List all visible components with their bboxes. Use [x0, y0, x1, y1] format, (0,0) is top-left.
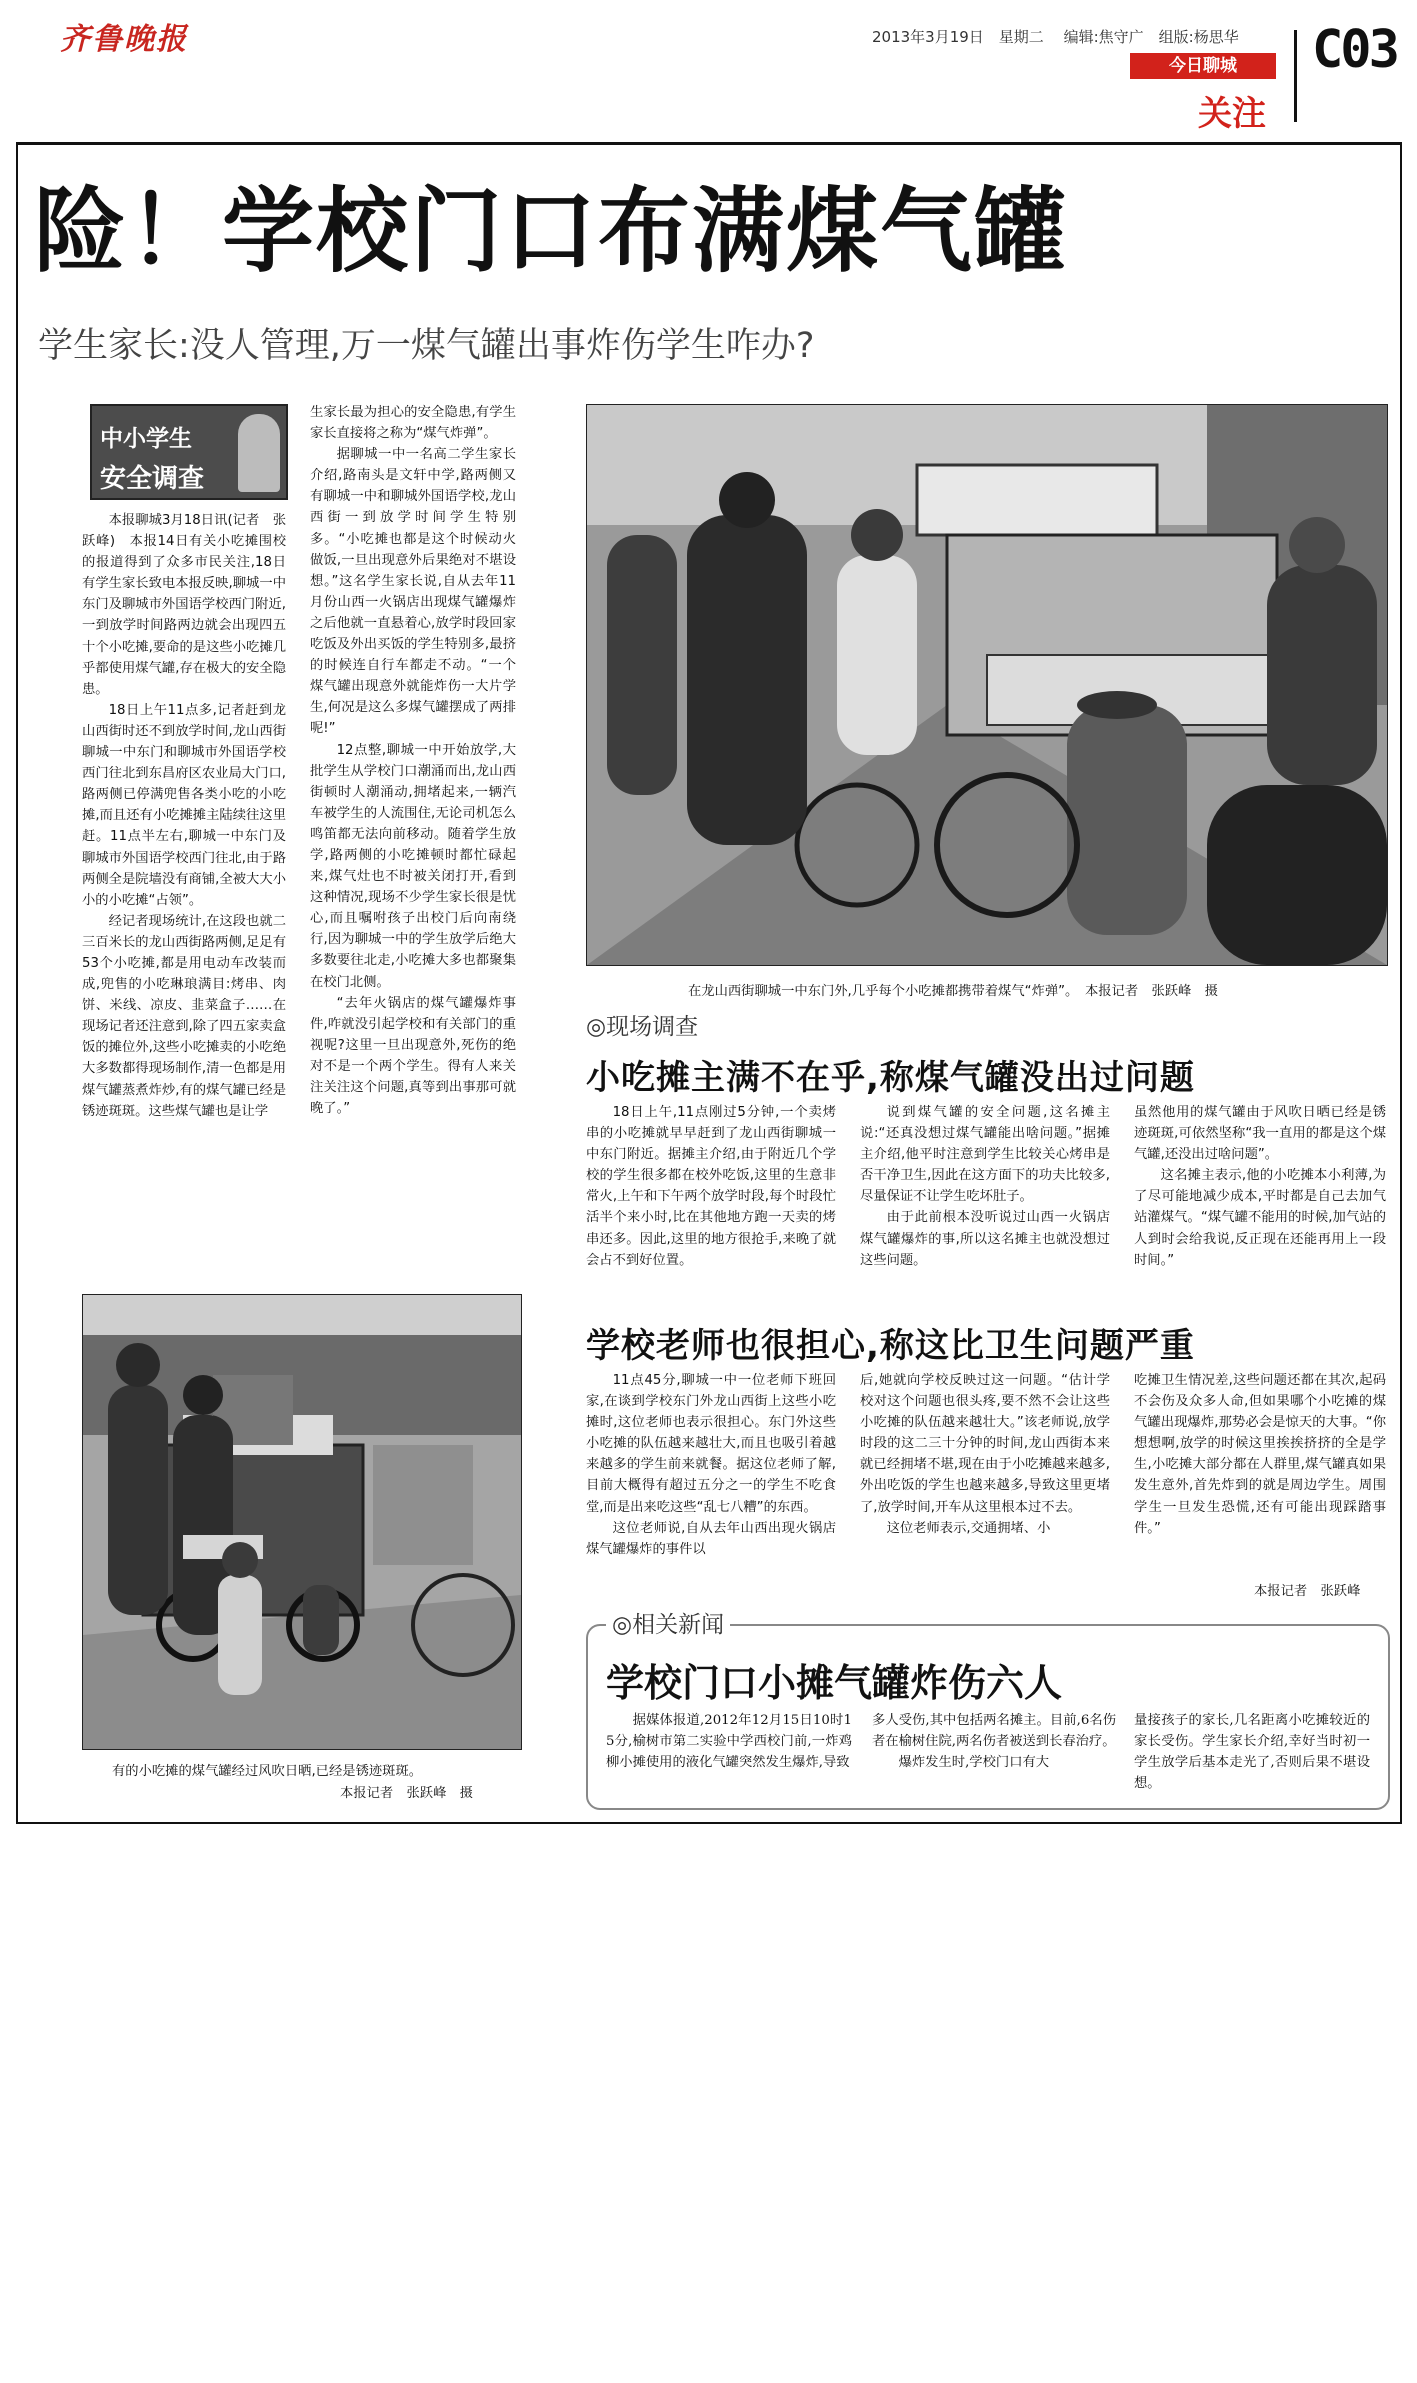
- masthead-logo: 齐鲁晚报: [60, 22, 188, 57]
- body-column-1: [82, 510, 286, 1122]
- related-column-2: [872, 1710, 1116, 1773]
- related-marker: ◎相关新闻: [606, 1606, 730, 1639]
- related-title: 学校门口小摊气罐炸伤六人: [606, 1661, 1063, 1705]
- paragraph: “去年火锅店的煤气罐爆炸事件,咋就没引起学校和有关部门的重视呢?这里一旦出现意外,死伤的绝对不是一个两个学生。得有人来关注关注这个问题,真等到出事那可就晚了。”: [310, 995, 516, 1117]
- paragraph: 18日上午,11点刚过5分钟,一个卖烤串的小吃摊就早早赶到了龙山西街聊城一中东门附近。据摊主介绍,由于附近几个学校的学生很多都在校外吃饭,这里的生意非常火,上午和下午两个放学时段,每个时段忙活半个来小时,比在其他地方跑一天卖的烤串还多。因此,这里的地方很抢手,来晚了就会占不到好位置。: [586, 1105, 836, 1268]
- article-subheadline: 学生家长:没人管理,万一煤气罐出事炸伤学生咋办?: [38, 326, 815, 366]
- paragraph: 12点整,聊城一中开始放学,大批学生从学校门口潮涌而出,龙山西街顿时人潮涌动,拥堵起来,一辆汽车被学生的人流围住,无论司机怎么鸣笛都无法向前移动。随着学生放学,路两侧的小吃摊顿时都忙碌起来,煤气灶也不时被关闭打开,看到这种情况,现场不少学生家长很是忧心,而且嘱咐孩子出校门后向南绕行,因为聊城一中的学生放学后绝大多数要往北走,小吃摊大多也都聚集在校门北侧。: [310, 742, 516, 990]
- editor-credit: 编辑:焦守广 组版:杨思华: [1063, 28, 1239, 46]
- section2-column-1: [586, 1370, 836, 1560]
- subsection-label: 关注: [1198, 94, 1266, 134]
- paragraph: 生家长最为担心的安全隐患,有学生家长直接将之称为“煤气炸弹”。: [310, 405, 516, 442]
- paragraph: 虽然他用的煤气罐由于风吹日晒已经是锈迹斑斑,可依然坚称“我一直用的都是这个煤气罐,还没出过啥问题”。: [1134, 1105, 1386, 1163]
- paragraph: 由于此前根本没听说过山西一火锅店煤气罐爆炸的事,所以这名摊主也就没想过这些问题。: [860, 1210, 1110, 1268]
- section1-column-1: [586, 1102, 836, 1271]
- paragraph: 量接孩子的家长,几名距离小吃摊较近的家长受伤。学生家长介绍,幸好当时初一学生放学后基本走光了,否则后果不堪设想。: [1134, 1713, 1370, 1792]
- paragraph: 11点45分,聊城一中一位老师下班回家,在谈到学校东门外龙山西街上这些小吃摊时,这位老师也表示很担心。东门外这些小吃摊的队伍越来越壮大,而且也吸引着越来越多的学生前来就餐。据这位老师了解,目前大概得有超过五分之一的学生不吃食堂,而是出来吃这些“乱七八糟”的东西。: [586, 1373, 836, 1515]
- photo2-caption: 有的小吃摊的煤气罐经过风吹日晒,已经是锈迹斑斑。: [112, 1764, 423, 1779]
- related-column-3: [1134, 1710, 1370, 1794]
- paragraph: 18日上午11点多,记者赶到龙山西街时还不到放学时间,龙山西街聊城一中东门和聊城市外国语学校西门往北到东昌府区农业局大门口,路两侧已停满兜售各类小吃的小吃摊,而且还有小吃摊摊主陆续往这里赶。11点半左右,聊城一中东门及聊城市外国语学校西门往北,由于路两侧全是院墙没有商铺,全被大大小小的小吃摊“占领”。: [82, 702, 286, 908]
- paragraph: 这位老师说,自从去年山西出现火锅店煤气罐爆炸的事件以: [586, 1520, 836, 1557]
- paragraph: 多人受伤,其中包括两名摊主。目前,6名伤者在榆树住院,两名伤者被送到长春治疗。: [872, 1713, 1116, 1750]
- article-headline: 险！学校门口布满煤气罐: [34, 178, 1069, 285]
- body-column-2: [310, 402, 516, 1119]
- section-label: 今日聊城: [1130, 53, 1276, 79]
- header-divider: [1294, 30, 1297, 122]
- section1-marker: ◎现场调查: [586, 1014, 699, 1040]
- paragraph: 据媒体报道,2012年12月15日10时15分,榆树市第二实验中学西校门前,一炸鸡柳小摊使用的液化气罐突然发生爆炸,导致: [606, 1713, 852, 1771]
- paragraph: 据聊城一中一名高二学生家长介绍,路南头是文轩中学,路两侧又有聊城一中和聊城外国语学校,龙山西街一到放学时间学生特别多。“小吃摊也都是这个时候动火做饭,一旦出现意外后果绝对不堪设想。”这名学生家长说,自从去年11月份山西一火锅店出现煤气罐爆炸之后他就一直悬着心,放学时段回家吃饭及外出买饭的学生特别多,最挤的时候连自行车都走不动。“一个煤气罐出现意外就能炸伤一大片学生,何况是这么多煤气罐摆成了两排呢!”: [310, 447, 516, 737]
- section2-byline: 本报记者 张跃峰: [1254, 1584, 1361, 1599]
- paragraph: 这名摊主表示,他的小吃摊本小利薄,为了尽可能地减少成本,平时都是自己去加气站灌煤气。“煤气罐不能用的时候,加气站的人到时会给我说,反正现在还能再用上一段时间。”: [1134, 1168, 1386, 1268]
- photo2-credit: 本报记者 张跃峰 摄: [340, 1786, 473, 1801]
- paragraph: 这位老师表示,交通拥堵、小: [886, 1520, 1051, 1536]
- badge-line2: 安全调查: [100, 464, 205, 494]
- photo1-caption: 在龙山西街聊城一中东门外,几乎每个小吃摊都携带着煤气“炸弹”。 本报记者 张跃峰 摄: [688, 984, 1218, 999]
- section1-title: 小吃摊主满不在乎,称煤气罐没出过问题: [586, 1058, 1195, 1098]
- badge-line1: 中小学生: [100, 426, 192, 452]
- paragraph: 吃摊卫生情况差,这些问题还都在其次,起码不会伤及众多人命,但如果哪个小吃摊的煤气罐出现爆炸,那势必会是惊天的大事。“你想想啊,放学的时候这里挨挨挤挤的全是学生,小吃摊大部分都在人群里,煤气罐真如果发生意外,首先炸到的就是周边学生。周围学生一旦发生恐慌,还有可能出现踩踏事件。”: [1134, 1373, 1386, 1536]
- date-editor-line: [872, 26, 1239, 47]
- paragraph: 后,她就向学校反映过这一问题。“估计学校对这个问题也很头疼,要不然不会让这些小吃摊的队伍越来越壮大。”该老师说,放学时段的这二三十分钟的时间,龙山西街本来就已经拥堵不堪,现在由于小吃摊越来越多,外出吃饭的学生也越来越多,导致这里更堵了,放学时间,开车从这里根本过不去。: [860, 1373, 1110, 1515]
- section1-column-2: [860, 1102, 1110, 1271]
- related-column-1: [606, 1710, 852, 1773]
- paragraph: 爆炸发生时,学校门口有大: [898, 1755, 1050, 1771]
- issue-date: 2013年3月19日 星期二: [872, 28, 1044, 46]
- nurse-figure-icon: [238, 414, 280, 492]
- rusty-gas-tank-photo: [82, 1294, 522, 1750]
- page-number: C03: [1312, 20, 1397, 80]
- photo-illustration: [83, 1295, 521, 1749]
- photo-illustration: [587, 405, 1387, 965]
- section2-column-3: [1134, 1370, 1386, 1539]
- paragraph: 经记者现场统计,在这段也就二三百米长的龙山西街路两侧,足足有53个小吃摊,都是用电动车改装而成,兜售的小吃琳琅满目:烤串、肉饼、米线、凉皮、韭菜盒子……在现场记者还注意到,除了四五家卖盒饭的摊位外,这些小吃摊卖的小吃绝大多数都得现场制作,清一色都是用煤气罐蒸煮炸炒,有的煤气罐已经是锈迹斑斑。这些煤气罐也是让学: [82, 913, 286, 1119]
- section2-column-2: [860, 1370, 1110, 1539]
- section2-title: 学校老师也很担心,称这比卫生问题严重: [586, 1326, 1195, 1366]
- section1-column-3: [1134, 1102, 1386, 1271]
- paragraph: 本报聊城3月18日讯(记者 张跃峰) 本报14日有关小吃摊围校的报道得到了众多市民关注,18日有学生家长致电本报反映,聊城一中东门及聊城市外国语学校西门附近,一到放学时间路两边就会出现四五十个小吃摊,要命的是这些小吃摊几乎都使用煤气罐,存在极大的安全隐患。: [82, 513, 286, 697]
- series-badge: [90, 404, 288, 500]
- street-stalls-photo: [586, 404, 1388, 966]
- paragraph: 说到煤气罐的安全问题,这名摊主说:“还真没想过煤气罐能出啥问题。”据摊主介绍,他平时注意到学生比较关心烤串是否干净卫生,因此在这方面下的功夫比较多,尽量保证不让学生吃坏肚子。: [860, 1105, 1110, 1205]
